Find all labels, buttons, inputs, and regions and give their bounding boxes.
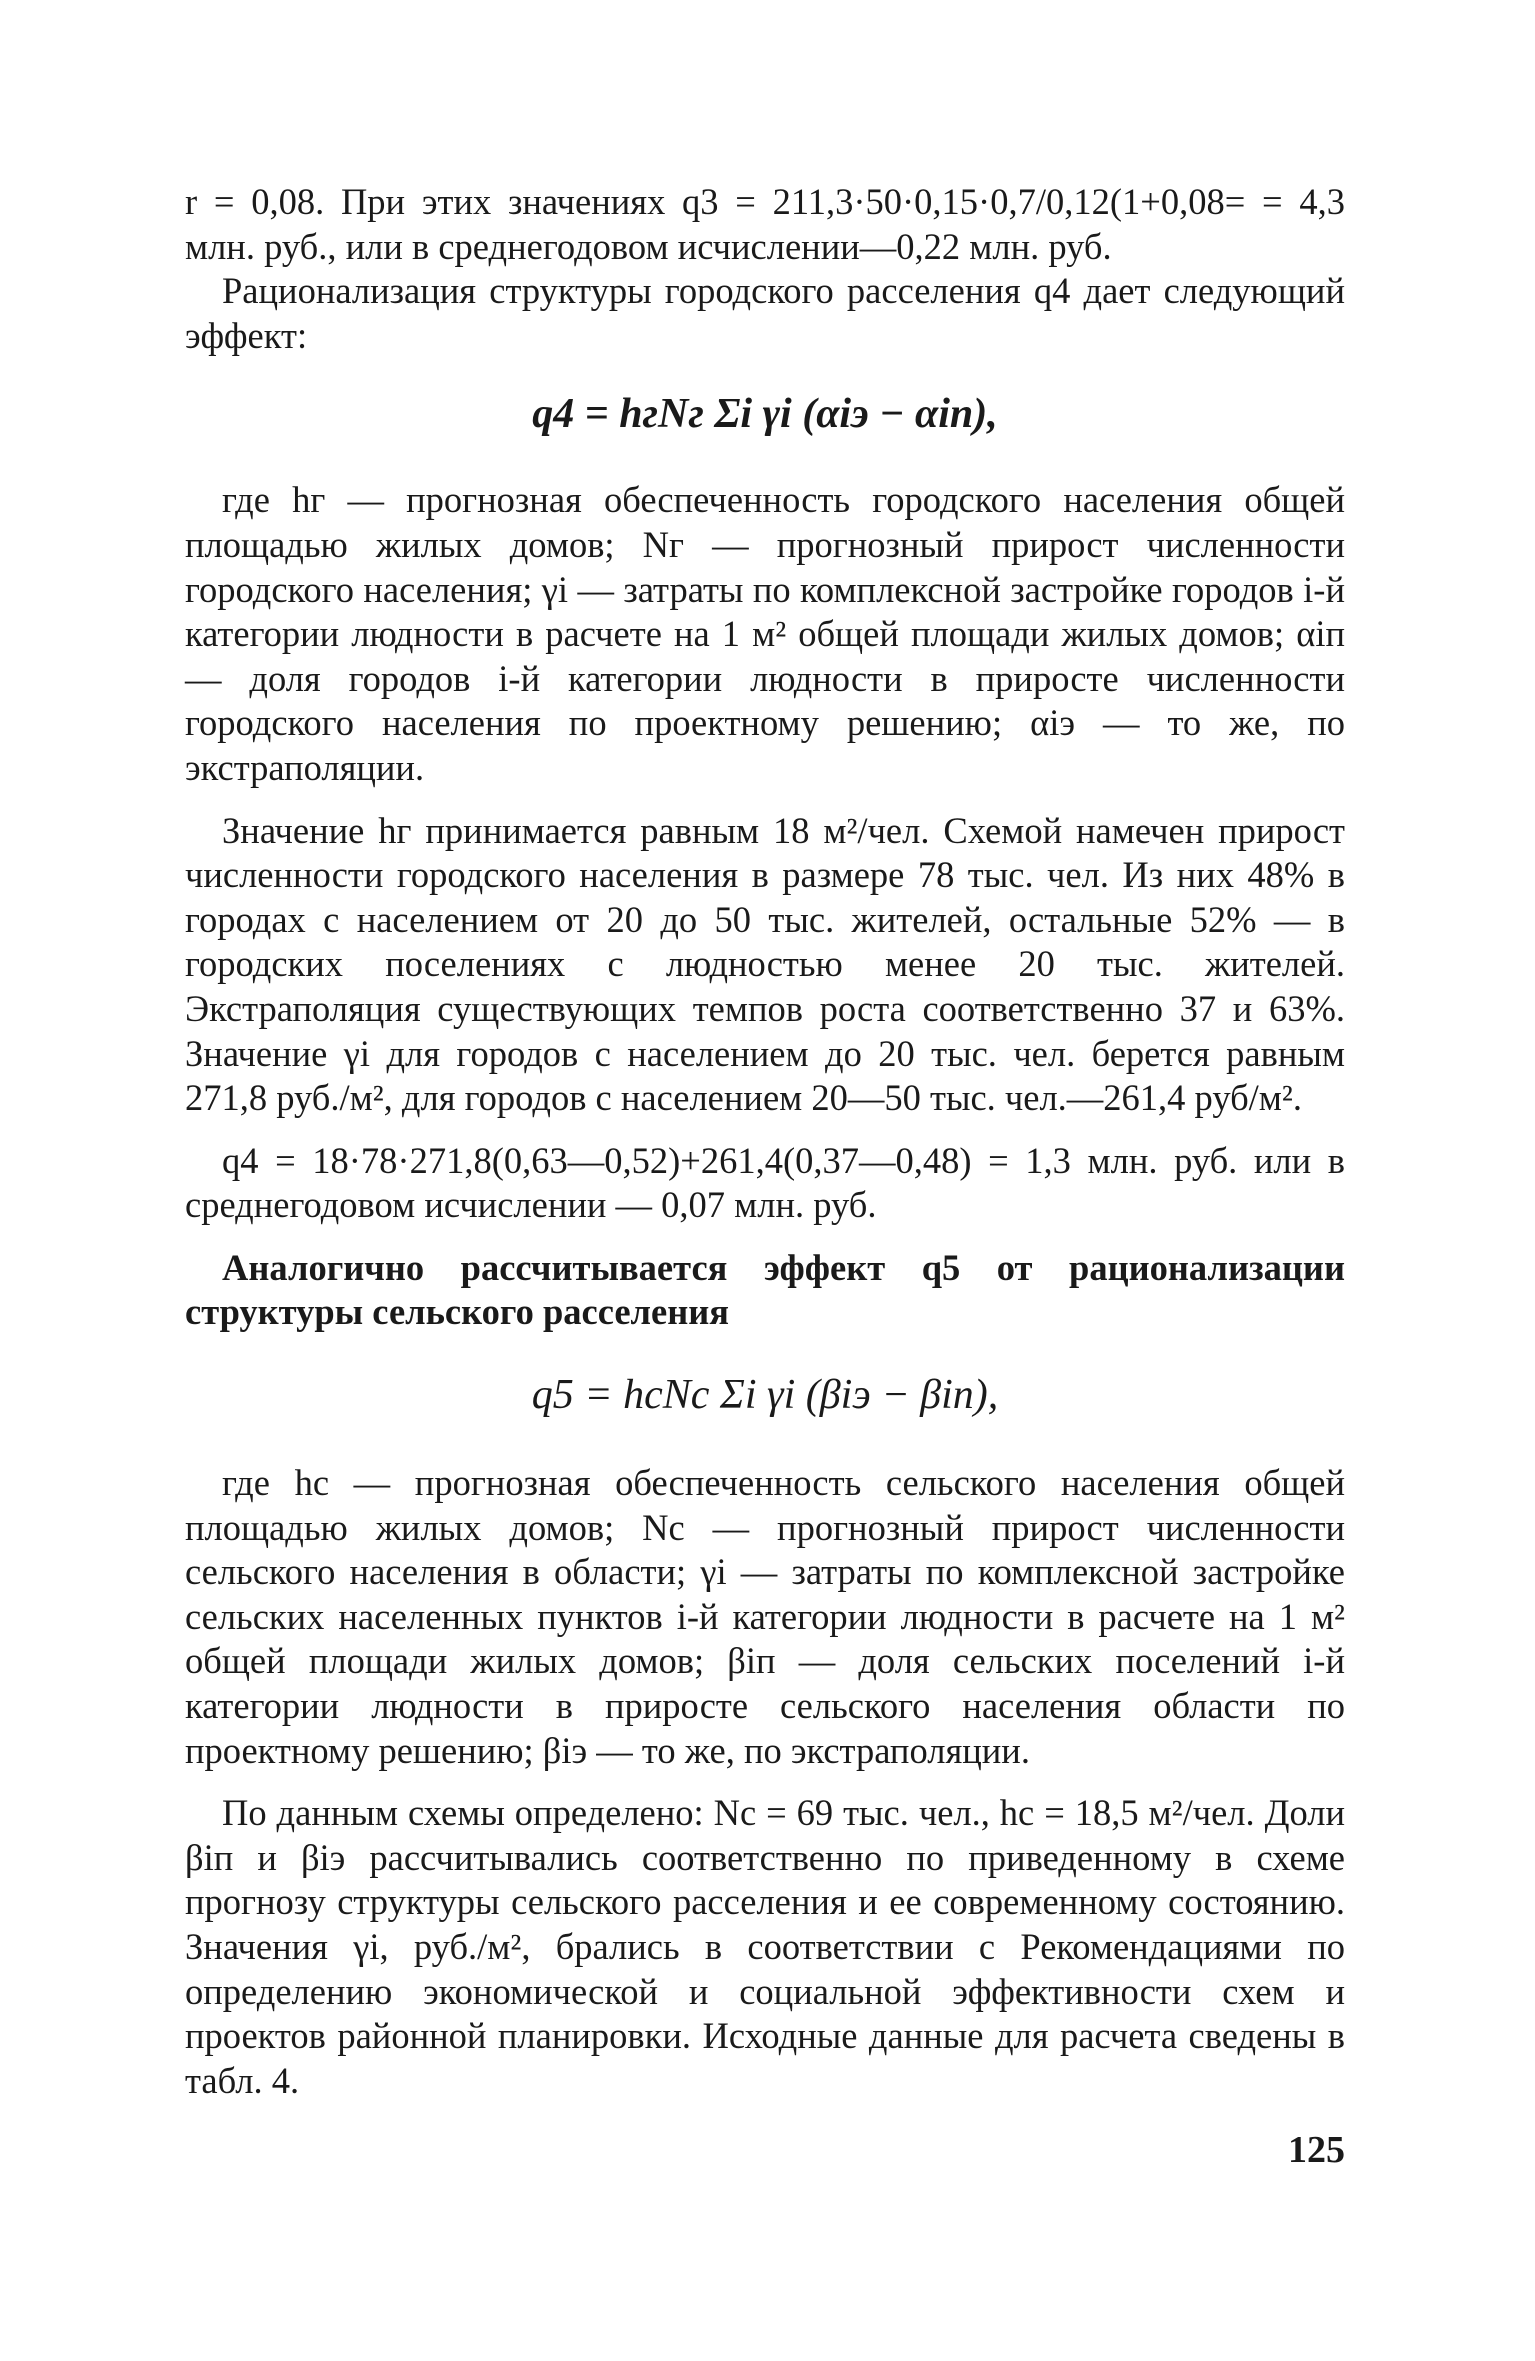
paragraph-q5-definitions: где hc — прогнозная обеспеченность сельского населения общей площадью жилых домов; Nc — прогнозный прирост численности сельского населения в области; γi — затраты по комплексной застройке сельских населенных пунктов i-й категории людности в расчете на 1 м² общей площади жилых домов; βiп — доля сельских поселений i-й категории людности в приросте сельского населения области по проектному решению; βiэ — то же, по экстраполяции. bbox=[185, 1462, 1345, 1771]
paragraph-q4-intro: Рационализация структуры городского расселения q4 дает следующий эффект: bbox=[185, 270, 1345, 356]
formula-q4: q4 = hгNг Σi γi (αiэ − αiп), bbox=[532, 391, 998, 438]
paragraph-q4-definitions: где hг — прогнозная обеспеченность городского населения общей площадью жилых домов; Nг — прогнозный прирост численности городского населения; γi — затраты по комплексной застройке городов i-й категории людности в расчете на 1 м² общей площади жилых домов; αiп — доля городов i-й категории людности в приросте численности городского населения по проектному решению; αiэ — то же, по экстраполяции. bbox=[185, 479, 1345, 788]
paragraph-q5-intro: Аналогично рассчитывается эффект q5 от рационализации структуры сельского расселения bbox=[185, 1246, 1345, 1333]
paragraph-q4-values: Значение hг принимается равным 18 м²/чел. Схемой намечен прирост численности городского населения в размере 78 тыс. чел. Из них 48% в городах с населением от 20 до 50 тыс. жителей, остальные 52% — в городских поселениях с людностью менее 20 тыс. жителей. Экстраполяция существующих темпов роста соответственно 37 и 63%. Значение γi для городов с населением до 20 тыс. чел. берется равным 271,8 руб./м², для городов с населением 20—50 тыс. чел.—261,4 руб/м². bbox=[185, 809, 1345, 1119]
formula-q5: q5 = hcNc Σi γi (βiэ − βiп), bbox=[531, 1372, 999, 1419]
paragraph-q4-calculation: q4 = 18·78·271,8(0,63—0,52)+261,4(0,37—0,48) = 1,3 млн. руб. или в среднегодовом исчислении — 0,07 млн. руб. bbox=[185, 1139, 1345, 1226]
body-text bbox=[185, 180, 1345, 2103]
page-number: 125 bbox=[1288, 2129, 1345, 2171]
paragraph-q5-values: По данным схемы определено: Nc = 69 тыс. чел., hc = 18,5 м²/чел. Доли βiп и βiэ рассчитывались соответственно по приведенному в схеме прогнозу структуры сельского расселения и ее современному состоянию. Значения γi, руб./м², брались в соответствии с Рекомендациями по определению экономической и социальной эффективности схем и проектов районной планировки. Исходные данные для расчета сведены в табл. 4. bbox=[185, 1792, 1345, 2101]
paragraph-q3-result: r = 0,08. При этих значениях q3 = 211,3·50·0,15·0,7/0,12(1+0,08= = 4,3 млн. руб., или в среднегодовом исчислении—0,22 млн. руб. bbox=[185, 181, 1345, 267]
